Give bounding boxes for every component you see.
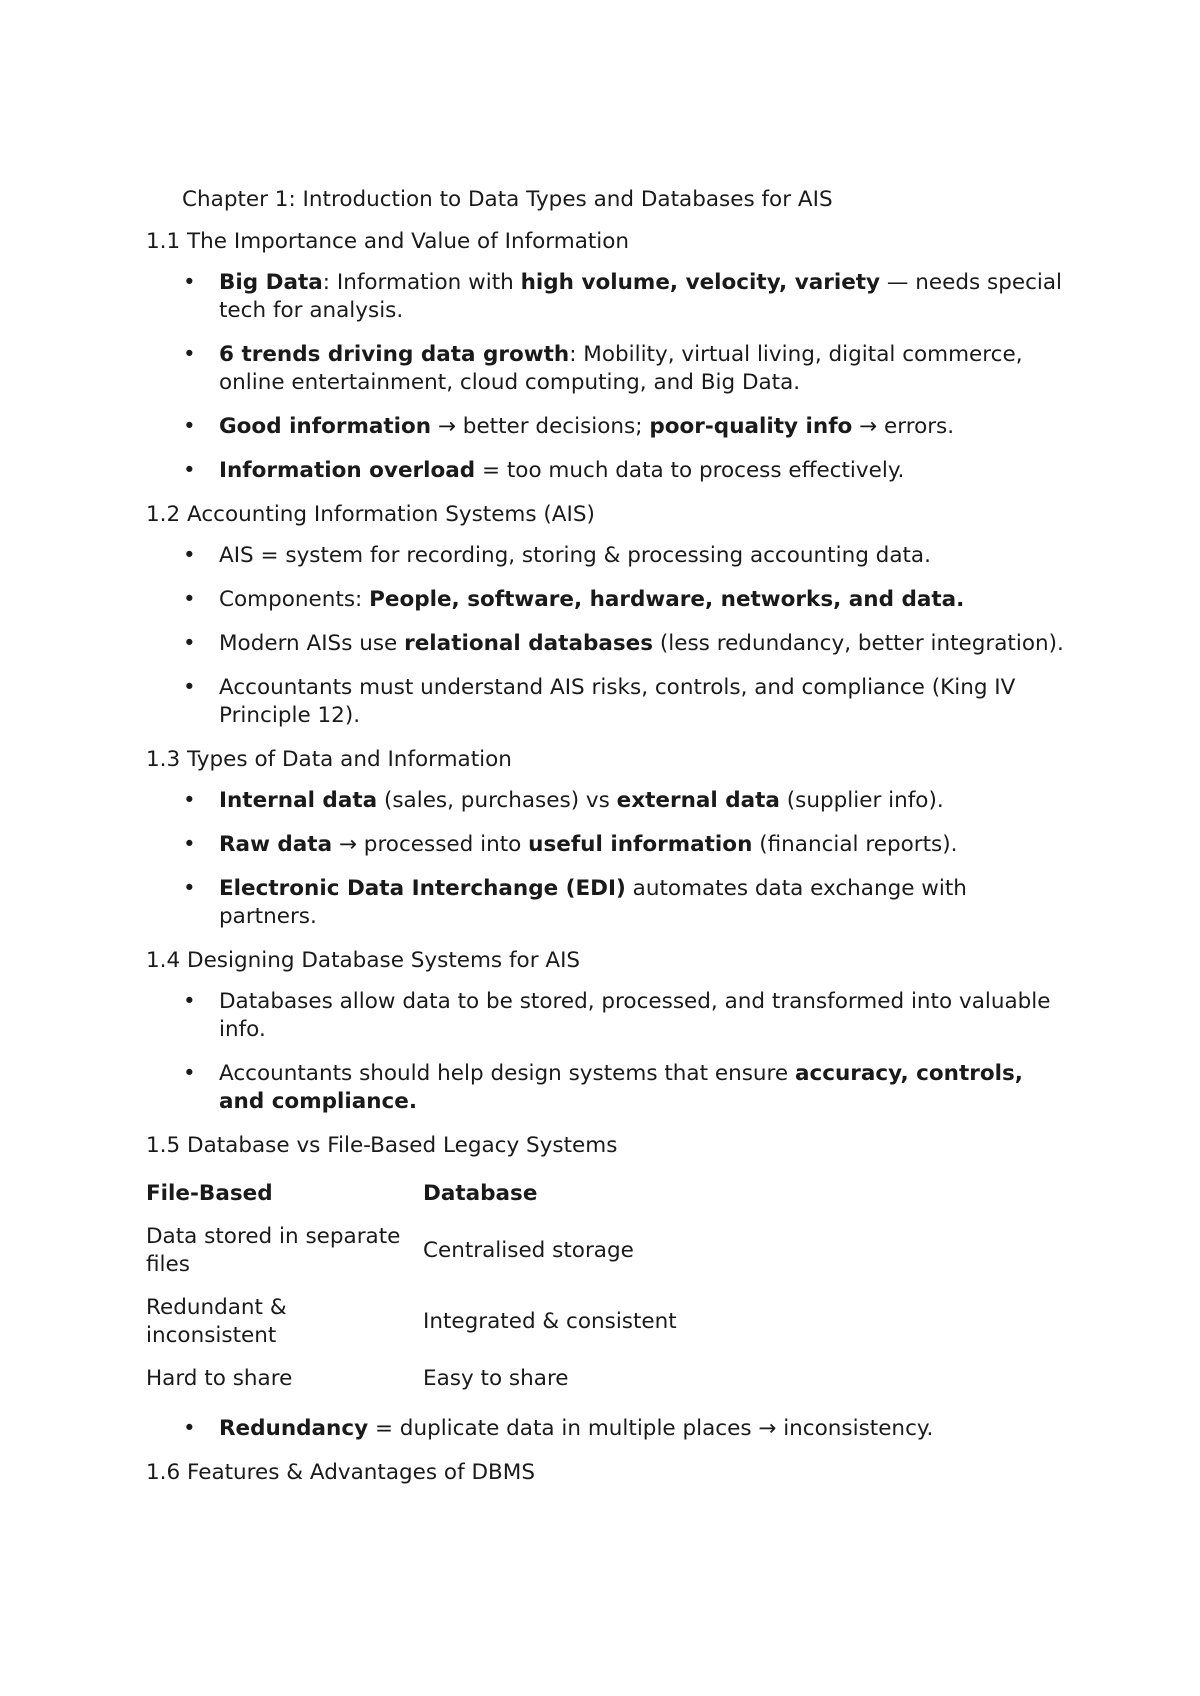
- bullet-item: [146, 674, 1066, 730]
- text: : Mobility, virtual living, digital commerce, online entertainment, cloud computing, and Big Data.: [219, 342, 1023, 395]
- comparison-table: [144, 1173, 725, 1401]
- bold-text: 6 trends driving data growth: [219, 342, 570, 367]
- text: (supplier info).: [779, 788, 944, 813]
- bullet-item: [146, 413, 1066, 441]
- chapter-title: Chapter 1: Introduction to Data Types and Databases for AIS: [182, 187, 833, 212]
- bullet-item: [146, 988, 1066, 1044]
- section-heading: 1.5 Database vs File-Based Legacy Systems: [146, 1133, 618, 1158]
- bullet-icon: •: [183, 1416, 196, 1441]
- bullet-list: [146, 988, 1066, 1116]
- bold-text: relational databases: [404, 631, 654, 656]
- bold-text: Raw data: [219, 832, 333, 857]
- text: Accountants must understand AIS risks, controls, and compliance (King IV Principle 12).: [219, 675, 1016, 728]
- text: (less redundancy, better integration).: [653, 631, 1064, 656]
- bullet-icon: •: [183, 270, 196, 295]
- table-header-row: [144, 1173, 725, 1216]
- text: (sales, purchases) vs: [377, 788, 617, 813]
- bullet-icon: •: [183, 832, 196, 857]
- bullet-icon: •: [183, 414, 196, 439]
- bullet-icon: •: [183, 788, 196, 813]
- table-cell: Redundant & inconsistent: [146, 1295, 287, 1348]
- bold-text: high volume, velocity, variety: [520, 270, 881, 295]
- bullet-item: [146, 630, 1066, 658]
- text: = duplicate data in multiple places → inconsistency.: [368, 1416, 934, 1441]
- text: — needs special tech for analysis.: [219, 270, 1063, 323]
- bullet-icon: •: [183, 587, 196, 612]
- text: = too much data to process effectively.: [475, 458, 905, 483]
- text: Modern AISs use: [219, 631, 405, 656]
- text: → errors.: [852, 414, 955, 439]
- text: (financial reports).: [752, 832, 958, 857]
- table-row: [144, 1216, 725, 1287]
- table-cell: Easy to share: [423, 1366, 569, 1391]
- bold-text: Good information: [219, 414, 432, 439]
- text: Databases allow data to be stored, processed, and transformed into valuable info.: [219, 989, 1051, 1042]
- bold-text: accuracy, controls, and compliance.: [219, 1061, 1023, 1114]
- text: : Information with: [322, 270, 521, 295]
- text: Accountants should help design systems that ensure: [219, 1061, 795, 1086]
- table-cell: Centralised storage: [423, 1238, 634, 1263]
- table-header-cell: Database: [423, 1181, 538, 1206]
- section-heading: 1.6 Features & Advantages of DBMS: [146, 1460, 535, 1485]
- bold-text: People, software, hardware, networks, and data.: [369, 587, 965, 612]
- bullet-list: [146, 1415, 1066, 1443]
- table-header-cell: File-Based: [146, 1181, 273, 1206]
- bullet-item: [146, 457, 1066, 485]
- text: automates data exchange with partners.: [219, 876, 967, 929]
- table-cell: Hard to share: [146, 1366, 293, 1391]
- table-cell: Data stored in separate files: [146, 1224, 401, 1277]
- bullet-item: [146, 341, 1066, 397]
- bold-text: Big Data: [219, 270, 323, 295]
- bold-text: poor-quality info: [649, 414, 853, 439]
- text: AIS = system for recording, storing & processing accounting data.: [219, 543, 931, 568]
- bullet-item: [146, 787, 1066, 815]
- bullet-icon: •: [183, 458, 196, 483]
- bullet-icon: •: [183, 876, 196, 901]
- section-heading: 1.4 Designing Database Systems for AIS: [146, 948, 581, 973]
- bullet-item: [146, 542, 1066, 570]
- section-heading: 1.3 Types of Data and Information: [146, 747, 512, 772]
- table-row: [144, 1358, 725, 1401]
- bullet-icon: •: [183, 989, 196, 1014]
- bold-text: external data: [616, 788, 780, 813]
- bold-text: Internal data: [219, 788, 378, 813]
- bullet-list: [146, 542, 1066, 730]
- bullet-icon: •: [183, 675, 196, 700]
- bullet-item: [146, 831, 1066, 859]
- bullet-item: [146, 586, 1066, 614]
- text: Components:: [219, 587, 370, 612]
- bullet-item: [146, 269, 1066, 325]
- bullet-list: [146, 787, 1066, 931]
- bold-text: Redundancy: [219, 1416, 369, 1441]
- bullet-item: [146, 875, 1066, 931]
- bold-text: Information overload: [219, 458, 476, 483]
- bullet-item: [146, 1415, 1066, 1443]
- bullet-icon: •: [183, 342, 196, 367]
- table-row: [144, 1287, 725, 1358]
- text: → processed into: [332, 832, 529, 857]
- bullet-list: [146, 269, 1066, 485]
- section-heading: 1.1 The Importance and Value of Information: [146, 229, 630, 254]
- section-heading: 1.2 Accounting Information Systems (AIS): [146, 502, 595, 527]
- table-cell: Integrated & consistent: [423, 1309, 677, 1334]
- bullet-icon: •: [183, 1061, 196, 1086]
- bold-text: useful information: [528, 832, 753, 857]
- bullet-icon: •: [183, 543, 196, 568]
- bullet-item: [146, 1060, 1066, 1116]
- document-body: [146, 186, 1066, 1500]
- bold-text: Electronic Data Interchange (EDI): [219, 876, 626, 901]
- bullet-icon: •: [183, 631, 196, 656]
- text: → better decisions;: [431, 414, 650, 439]
